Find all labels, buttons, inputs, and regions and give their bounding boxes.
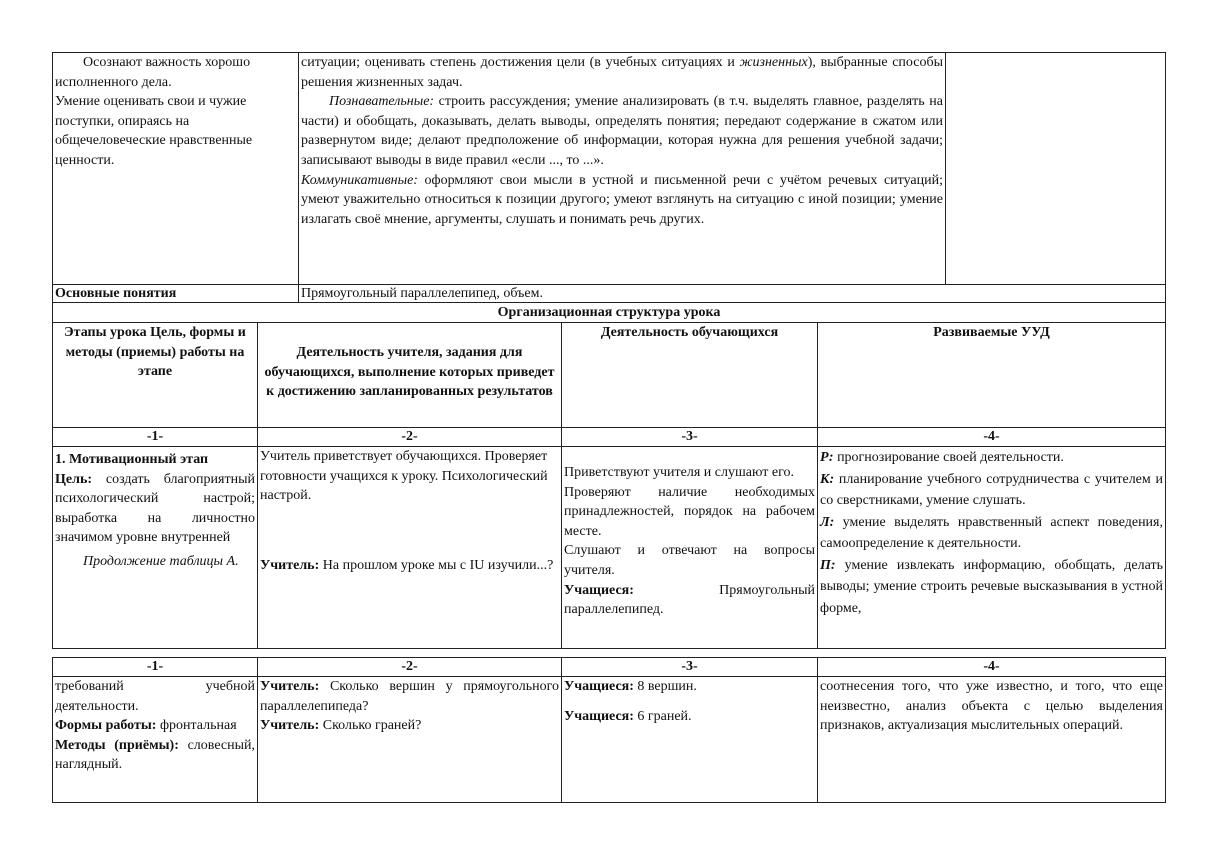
col-number: -1-: [52, 657, 258, 677]
col-number: -3-: [561, 657, 818, 677]
text: 6 граней.: [633, 708, 692, 724]
text: требований учебной деятельности.: [55, 679, 255, 714]
stage-cell: [52, 676, 258, 803]
text: создать благоприятный психологический настрой; выработка на личностно значимом уровне внутренней: [55, 471, 255, 546]
label: Учитель:: [260, 557, 320, 573]
text: словесный, наглядный.: [55, 737, 255, 773]
teacher-cell: [257, 446, 562, 649]
col-number: -2-: [257, 427, 562, 447]
col-number: -4-: [817, 657, 1166, 677]
text: Осознают важность хорошо исполненного дела.: [55, 55, 251, 90]
empty-cell: [945, 52, 1166, 285]
structure-title: Организационная структура урока: [52, 302, 1166, 323]
teacher-cell: [257, 676, 562, 803]
col-number: -3-: [561, 427, 818, 447]
concepts-label: [52, 284, 299, 303]
text: оформляют свои мысли в устной и письменной речи с учётом речевых ситуаций; умеют уважительно относиться к позиции другого; умеют взглянуть на ситуацию с иной позиции; умение излагать своё мнение, аргументы, слушать и понимать речь других.: [301, 172, 943, 227]
text: планирование учебного сотрудничества с учителем и со сверстниками, умение слушать.: [820, 471, 1163, 508]
text: Прямоугольный параллелепипед.: [564, 582, 815, 618]
label: Р:: [820, 450, 834, 465]
text: Сколько граней?: [319, 718, 422, 734]
text: жизненных: [739, 55, 808, 70]
text: Приветствуют учителя и слушают его.: [564, 465, 794, 480]
header-students: Деятельность обучающихся: [561, 322, 818, 428]
text: Умение оценивать свои и чужие поступки, опираясь на общечеловеческие нравственные ценности.: [55, 94, 253, 168]
concepts-value: Прямоугольный параллелепипед, объем.: [298, 284, 1166, 303]
label: Коммуникативные:: [301, 172, 418, 188]
label: П:: [820, 557, 836, 573]
col-number: -2-: [257, 657, 562, 677]
label: Цель:: [55, 471, 93, 487]
label: Методы (приёмы):: [55, 737, 179, 753]
header-stages: Этапы урока Цель, формы и методы (приемы) работы на этапе: [52, 322, 258, 428]
uud-result-cell: [817, 446, 1166, 649]
text: умение извлекать информацию, обобщать, делать выводы; умение строить речевые высказывания в устной форме,: [820, 557, 1163, 616]
label: Л:: [820, 514, 835, 530]
label: Учитель:: [260, 679, 320, 694]
text: умение выделять нравственный аспект поведения, самоопределение к деятельности.: [820, 514, 1163, 551]
students-cell: [561, 446, 818, 649]
label: Учащиеся:: [564, 679, 634, 694]
text: Проверяют наличие необходимых принадлежностей, порядок на рабочем месте.: [564, 484, 815, 539]
personal-results-cell: [52, 52, 299, 285]
students-cell: [561, 676, 818, 803]
text: ситуации; оценивать степень достижения цели (в учебных ситуациях и: [301, 55, 740, 70]
stage-cell: [52, 446, 258, 649]
label: К:: [820, 471, 835, 487]
header-teacher: Деятельность учителя, задания для обучающихся, выполнение которых приведет к достижению запланированных результатов: [257, 322, 562, 428]
text: фронтальная: [156, 718, 237, 734]
col-number: -4-: [817, 427, 1166, 447]
label: Формы работы:: [55, 718, 157, 734]
stage-title: 1. Мотивационный этап: [55, 452, 209, 467]
continuation-note: Продолжение таблицы А.: [83, 553, 239, 569]
text: На прошлом уроке мы с IU изучили...?: [319, 557, 554, 573]
text: Слушают и отвечают на вопросы учителя.: [564, 543, 815, 578]
col-number: -1-: [52, 427, 258, 447]
label: Учащиеся:: [564, 582, 634, 598]
text: 8 вершин.: [633, 679, 697, 694]
text: прогнозирование своей деятельности.: [833, 450, 1064, 465]
text: Учитель приветствует обучающихся. Проверяет готовности учащихся к уроку. Психологический настрой.: [260, 449, 548, 504]
text: ), выбранные способы решения жизненных задач.: [301, 55, 944, 90]
label: Учащиеся:: [564, 708, 634, 724]
label: Познавательные:: [329, 94, 435, 110]
uud-result-cell: соотнесения того, что уже известно, и того, что еще неизвестно, анализ объекта с целью выделения признаков, актуализация мыслительных операций.: [817, 676, 1166, 803]
text: Сколько вершин у прямоугольного параллелепипеда?: [260, 679, 559, 714]
uud-cell: [298, 52, 946, 285]
label: Учитель:: [260, 718, 320, 734]
header-uud: Развиваемые УУД: [817, 322, 1166, 428]
text: строить рассуждения; умение анализировать (в т.ч. выделять главное, разделять на части) и обобщать, доказывать, делать выводы, определять понятия; передают содержание в сжатом или развернутом виде; делают предположение об информации, которая нужна для решения учебной задачи; записывают выводы в виде правил «если ..., то ...».: [301, 94, 943, 168]
text: Основные понятия: [55, 286, 177, 301]
